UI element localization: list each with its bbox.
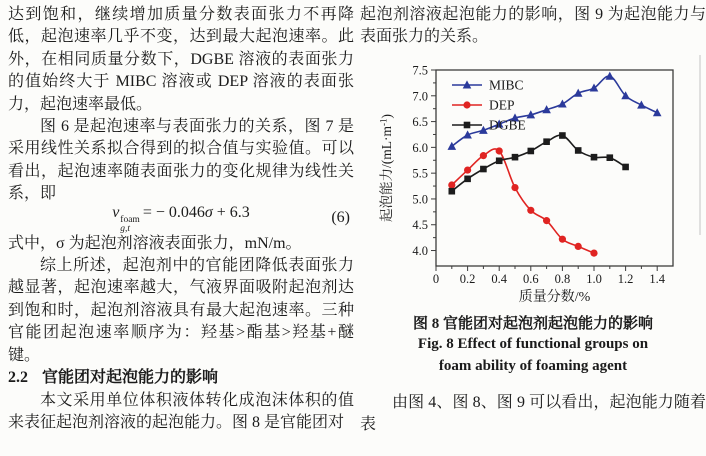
svg-text:DGBE: DGBE (489, 117, 526, 133)
svg-text:MIBC: MIBC (489, 77, 524, 93)
equation-expression (112, 204, 250, 234)
equation-6 (8, 206, 354, 233)
svg-text:4.5: 4.5 (412, 218, 428, 233)
figure8-chart (378, 56, 700, 308)
figure-caption-zh: 图 8 官能团对起泡剂起泡能力的影响 (412, 316, 653, 332)
svg-text:6.0: 6.0 (412, 140, 428, 155)
right-text-column (360, 4, 706, 454)
svg-text:0.6: 0.6 (522, 272, 539, 286)
left-text-column (8, 4, 354, 434)
section-number: 2.2 (8, 369, 28, 387)
svg-text:1.0: 1.0 (586, 272, 602, 286)
equation-supsub: foam g,t (120, 215, 140, 235)
svg-text:1.4: 1.4 (649, 272, 666, 286)
section-title: 官能团对起泡能力的影响 (42, 369, 219, 387)
section-heading-2-2 (8, 367, 354, 389)
svg-text:7.0: 7.0 (412, 89, 428, 104)
figure-caption-en-line2: foam ability of foaming agent (438, 358, 628, 374)
svg-text:5.0: 5.0 (412, 192, 428, 207)
svg-text:0.8: 0.8 (554, 272, 571, 286)
svg-text:1.2: 1.2 (617, 272, 634, 286)
svg-text:起泡能力/(mL·m-1): 起泡能力$/(mL\cdot m^{-1})$ (378, 114, 394, 222)
svg-text:7.5: 7.5 (412, 63, 428, 78)
equation-variable-v: v (112, 204, 120, 222)
svg-text:DEP: DEP (489, 97, 515, 113)
equation-body-pre: = − 0.046 (142, 204, 205, 222)
equation-sigma: σ (204, 204, 213, 222)
svg-text:质量分数/%: 质量分数/% (518, 290, 591, 305)
paragraph-continuation: 起泡剂溶液起泡能力的影响，图 9 为起泡能力与表面张力的关系。 (360, 6, 706, 46)
svg-text:5.5: 5.5 (412, 166, 428, 181)
paragraph-summary: 综上所述，起泡剂中的官能团降低表面张力越显著，起泡速率越大，气液界面吸附起泡剂达到饱和时，起泡剂溶液具有最大起泡速率。三种官能团起泡速率顺序为：羟基>酯基>羟基+醚键。 (8, 257, 354, 364)
svg-text:0: 0 (432, 272, 440, 286)
paragraph-conclusion-start: 由图 4、图 8、图 9 可以看出，起泡能力随着表 (360, 394, 706, 434)
paragraph-sigma-definition: 式中，σ 为起泡剂溶液表面张力，mN/m。 (8, 234, 302, 252)
scan-edge-artifact (699, 55, 701, 235)
svg-text:4.0: 4.0 (412, 244, 428, 259)
svg-text:6.5: 6.5 (412, 115, 428, 130)
svg-text:0.4: 0.4 (491, 272, 508, 286)
svg-text:0.2: 0.2 (459, 272, 476, 286)
paragraph-foam-ability-intro: 本文采用单位体积液体转化成泡沫体积的值来表征起泡剂溶液的起泡能力。图 8 是官能团对 (8, 391, 354, 431)
paragraph-fig6-fig7: 图 6 是起泡速率与表面张力的关系，图 7 是采用线性关系拟合得到的拟合值与实验值。可以看出，起泡速率随表面张力的变化规律为线性关系，即 (8, 118, 354, 203)
paragraph-saturation: 达到饱和，继续增加质量分数表面张力不再降低，起泡速率几乎不变，达到最大起泡速率。此外，在相同质量分数下，DGBE 溶液的表面张力的值始终大于 MIBC 溶液或 DEP 溶液的表面张力，起泡速率最低。 (8, 6, 354, 113)
equation-body-post: + 6.3 (212, 204, 250, 222)
equation-number: (6) (331, 208, 350, 226)
figure-caption-en-line1: Fig. 8 Effect of functional groups on (417, 336, 649, 352)
